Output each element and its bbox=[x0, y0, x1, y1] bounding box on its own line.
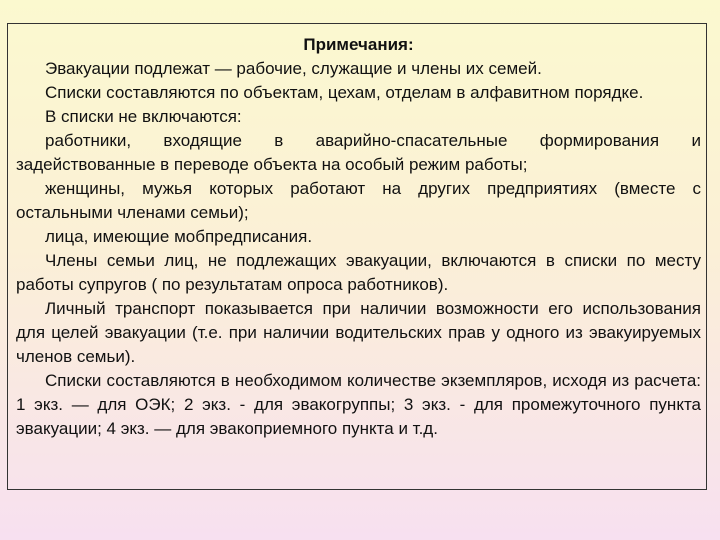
notes-title: Примечания: bbox=[303, 35, 414, 54]
note-paragraph-exclusion-mobilization: лица, имеющие мобпредписания. bbox=[45, 227, 313, 246]
note-paragraph-personal-transport: Личный транспорт показывается при наличии возможности его использования для целей эвакуации (т.е. при наличии водительских прав у одного из эвакуируемых членов семьи). bbox=[16, 299, 701, 366]
note-paragraph-copies: Списки составляются в необходимом количестве экземпляров, исходя из расчета: 1 экз. — для ОЭК; 2 экз. - для эвакогруппы; 3 экз. - для промежуточного пункта эвакуации; 4 экз. — для эвакоприемного пункта и т.д. bbox=[16, 371, 701, 438]
note-paragraph-family-members: Члены семьи лиц, не подлежащих эвакуации, включаются в списки по месту работы супругов ( по результатам опроса работников). bbox=[16, 251, 701, 294]
note-paragraph-exclusion-women: женщины, мужья которых работают на других предприятиях (вместе с остальными членами семьи); bbox=[16, 179, 701, 222]
note-paragraph-list-order: Списки составляются по объектам, цехам, отделам в алфавитном порядке. bbox=[45, 83, 644, 102]
notes-box bbox=[7, 23, 707, 490]
note-paragraph-exclusions-heading: В списки не включаются: bbox=[45, 107, 242, 126]
note-paragraph-exclusion-rescue-workers: работники, входящие в аварийно-спасательные формирования и задействованные в переводе объекта на особый режим работы; bbox=[16, 131, 701, 174]
note-paragraph-evacuees: Эвакуации подлежат — рабочие, служащие и члены их семей. bbox=[45, 59, 542, 78]
